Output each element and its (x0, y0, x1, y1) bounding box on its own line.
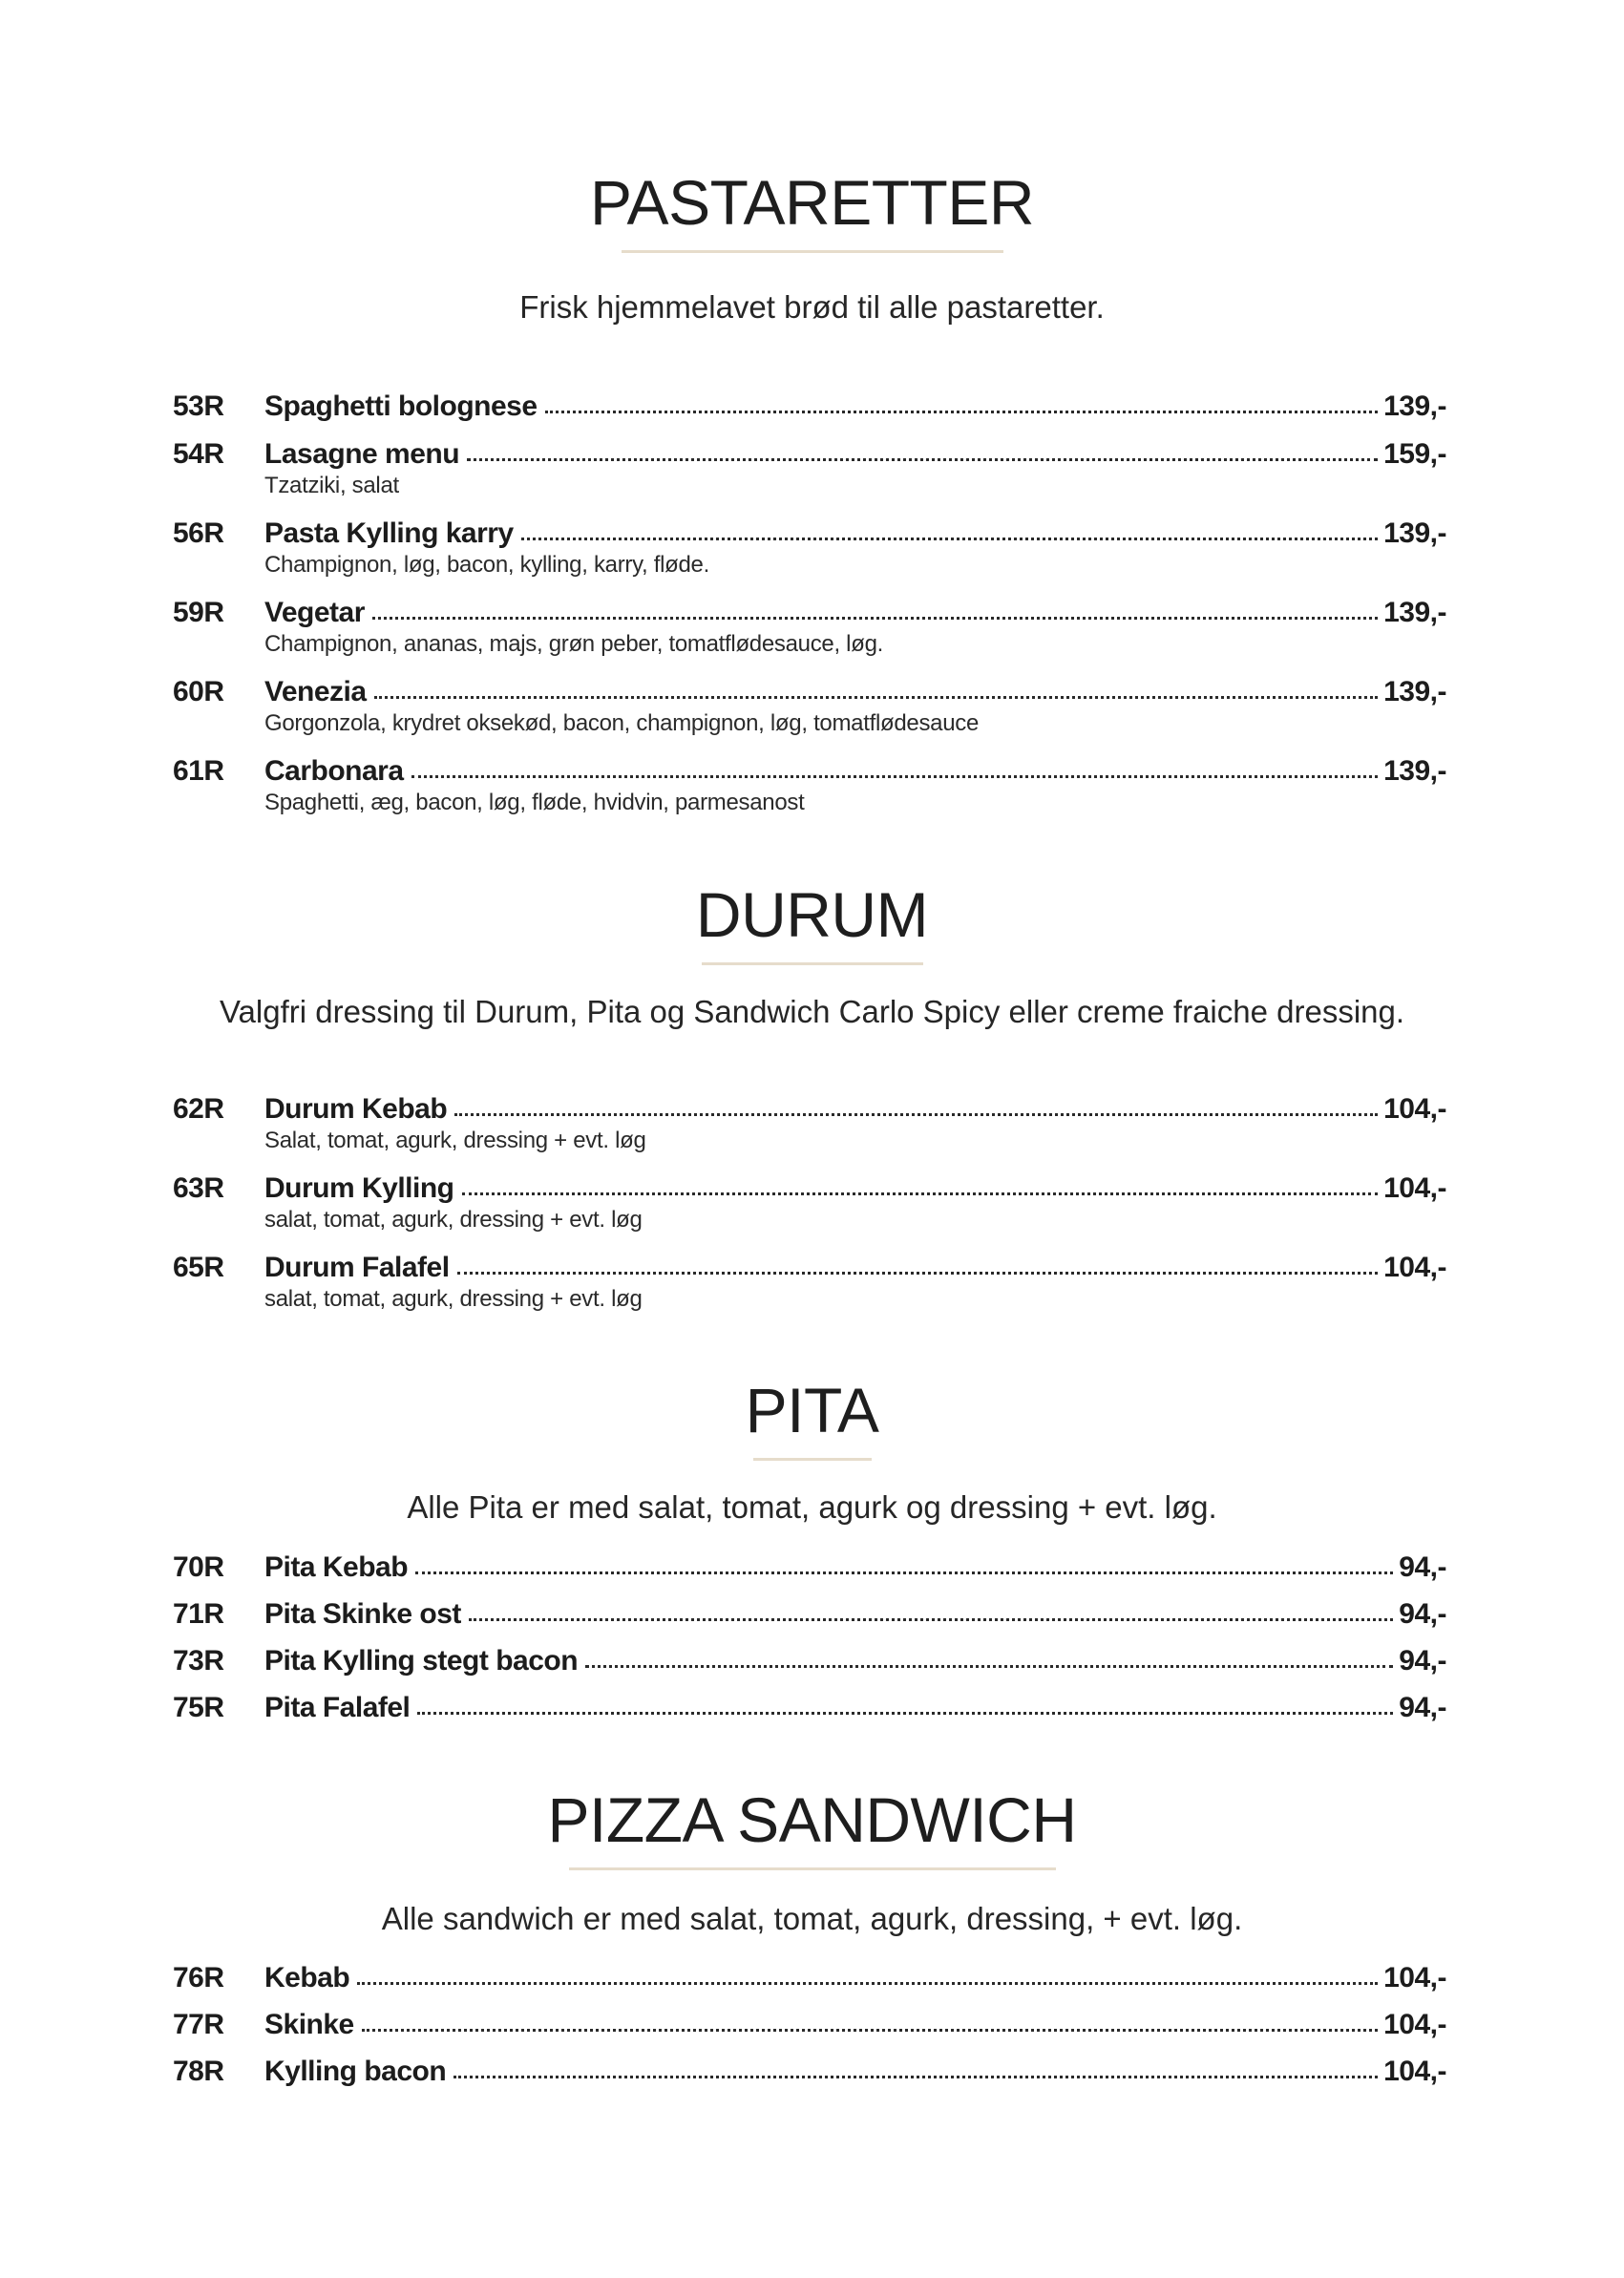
item-name: Venezia (264, 676, 367, 707)
dot-leader (469, 1618, 1393, 1621)
menu-item (0, 1249, 1624, 1312)
dot-leader (357, 1982, 1378, 1985)
item-code: 76R (173, 1962, 224, 1993)
item-code: 63R (173, 1172, 224, 1204)
dot-leader (374, 696, 1379, 699)
item-price: 104,- (1383, 2056, 1446, 2087)
item-code: 75R (173, 1692, 224, 1723)
item-code: 62R (173, 1093, 224, 1125)
section-title: PASTARETTER (589, 167, 1035, 238)
item-description: Gorgonzola, krydret oksekød, bacon, champignon, løg, tomatflødesauce (264, 710, 979, 736)
dot-leader (411, 775, 1379, 778)
item-price: 104,- (1383, 1093, 1446, 1125)
dot-leader (462, 1192, 1379, 1195)
dot-leader (585, 1665, 1393, 1668)
item-price: 139,- (1383, 676, 1446, 707)
item-name: Kylling bacon (264, 2056, 447, 2087)
menu-item (0, 594, 1624, 657)
item-name: Kebab (264, 1962, 350, 1993)
section-intro: Alle sandwich er med salat, tomat, agurk, dressing, + evt. løg. (381, 1901, 1243, 1936)
section-intro: Valgfri dressing til Durum, Pita og Sandwich Carlo Spicy eller creme fraiche dressing. (219, 994, 1405, 1029)
section-pita (0, 1372, 1624, 1461)
dot-leader (417, 1712, 1393, 1715)
dot-leader (545, 411, 1379, 413)
item-code: 65R (173, 1252, 224, 1283)
item-name: Carbonara (264, 755, 404, 787)
section-title: DURUM (695, 879, 929, 950)
dot-leader (454, 1113, 1378, 1116)
item-price: 139,- (1383, 517, 1446, 549)
item-price: 94,- (1399, 1598, 1446, 1630)
section-intro: Alle Pita er med salat, tomat, agurk og dressing + evt. løg. (407, 1489, 1217, 1525)
item-price: 94,- (1399, 1551, 1446, 1583)
item-price: 104,- (1383, 1252, 1446, 1283)
item-code: 56R (173, 517, 224, 549)
item-code: 78R (173, 2056, 224, 2087)
item-description: Spaghetti, æg, bacon, løg, fløde, hvidvin, parmesanost (264, 790, 805, 815)
section-intro: Frisk hjemmelavet brød til alle pastaretter. (519, 289, 1105, 325)
item-code: 73R (173, 1645, 224, 1677)
item-description: salat, tomat, agurk, dressing + evt. løg (264, 1286, 643, 1312)
item-name: Spaghetti bolognese (264, 390, 538, 422)
item-name: Pita Falafel (264, 1692, 411, 1723)
menu-item (0, 435, 1624, 498)
item-name: Skinke (264, 2009, 354, 2040)
title-underline (622, 250, 1003, 253)
menu-item (0, 752, 1624, 815)
menu-item (0, 1689, 1624, 1727)
item-code: 77R (173, 2009, 224, 2040)
item-name: Pita Kylling stegt bacon (264, 1645, 579, 1677)
item-description: Champignon, ananas, majs, grøn peber, tomatflødesauce, løg. (264, 631, 883, 657)
item-code: 61R (173, 755, 224, 787)
item-name: Durum Kylling (264, 1172, 454, 1204)
item-code: 54R (173, 438, 224, 470)
menu-item (0, 1170, 1624, 1233)
menu-item (0, 1959, 1624, 1997)
item-description: Champignon, løg, bacon, kylling, karry, fløde. (264, 552, 709, 578)
item-price: 139,- (1383, 597, 1446, 628)
item-description: Tzatziki, salat (264, 473, 399, 498)
item-code: 59R (173, 597, 224, 628)
section-title: PITA (745, 1375, 879, 1445)
item-price: 139,- (1383, 390, 1446, 422)
section-pastaretter (0, 164, 1624, 253)
dot-leader (372, 617, 1378, 620)
title-underline (753, 1458, 872, 1461)
dot-leader (415, 1571, 1393, 1574)
menu-item (0, 388, 1624, 426)
item-price: 94,- (1399, 1645, 1446, 1677)
item-price: 104,- (1383, 1962, 1446, 1993)
menu-item (0, 673, 1624, 736)
item-code: 71R (173, 1598, 224, 1630)
menu-item (0, 1595, 1624, 1634)
item-price: 94,- (1399, 1692, 1446, 1723)
title-underline (702, 962, 923, 965)
item-name: Pita Kebab (264, 1551, 409, 1583)
item-name: Pita Skinke ost (264, 1598, 461, 1630)
menu-item (0, 1549, 1624, 1587)
item-price: 139,- (1383, 755, 1446, 787)
section-pizza-sandwich (0, 1782, 1624, 1870)
section-durum (0, 876, 1624, 965)
item-description: salat, tomat, agurk, dressing + evt. løg (264, 1207, 643, 1233)
menu-item (0, 1090, 1624, 1153)
dot-leader (453, 2076, 1378, 2078)
item-name: Durum Kebab (264, 1093, 448, 1125)
title-underline (569, 1867, 1056, 1870)
item-name: Pasta Kylling karry (264, 517, 514, 549)
menu-item (0, 2053, 1624, 2091)
item-description: Salat, tomat, agurk, dressing + evt. løg (264, 1128, 646, 1153)
item-price: 159,- (1383, 438, 1446, 470)
item-name: Lasagne menu (264, 438, 460, 470)
item-code: 60R (173, 676, 224, 707)
section-title: PIZZA SANDWICH (547, 1784, 1077, 1855)
dot-leader (457, 1272, 1379, 1275)
item-price: 104,- (1383, 2009, 1446, 2040)
menu-item (0, 2006, 1624, 2044)
dot-leader (521, 538, 1378, 540)
item-name: Vegetar (264, 597, 365, 628)
item-code: 70R (173, 1551, 224, 1583)
item-code: 53R (173, 390, 224, 422)
item-name: Durum Falafel (264, 1252, 450, 1283)
dot-leader (467, 458, 1378, 461)
menu-item (0, 1642, 1624, 1680)
item-price: 104,- (1383, 1172, 1446, 1204)
menu-item (0, 515, 1624, 578)
dot-leader (362, 2029, 1378, 2032)
